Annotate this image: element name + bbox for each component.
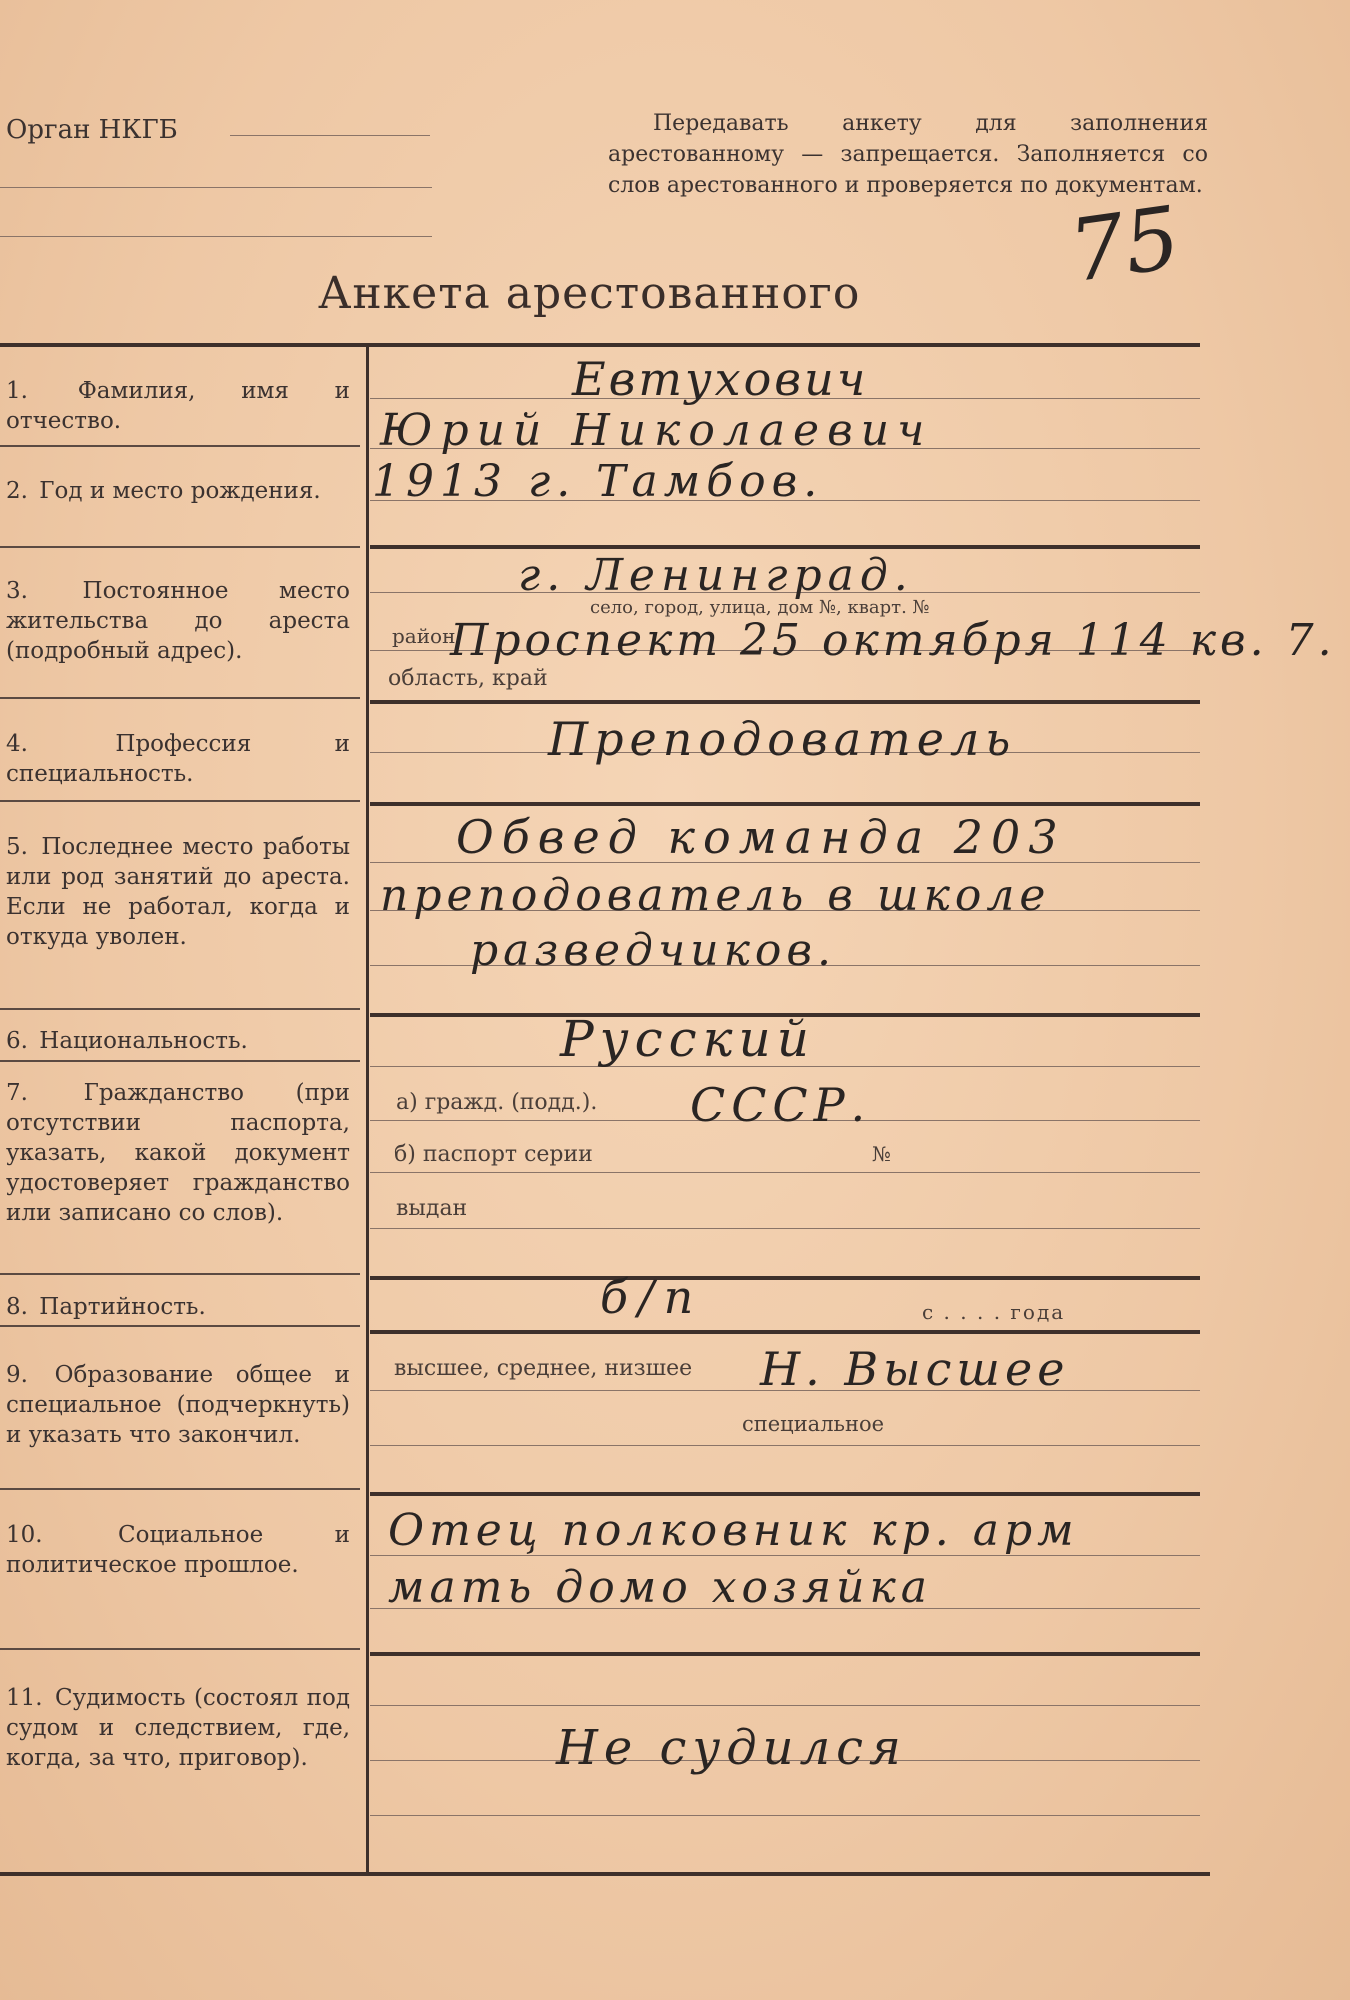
answer-work-line-2: преподователь в школе [380,870,1051,921]
answer-birth: 1913 г. Тамбов. [372,456,824,507]
row-divider [0,1008,360,1010]
row-divider [0,1060,360,1062]
form-title: Анкета арестованного [318,268,861,319]
row-divider [0,697,360,699]
answer-line [370,1815,1200,1816]
answer-line [370,1228,1200,1229]
table-top-border [0,343,1200,347]
row-6-label [6,1026,350,1056]
organ-field-line [230,135,430,136]
row-number: 7. [6,1080,28,1106]
row-label-text: Профессия и специальность. [6,731,350,787]
row-8-label [6,1292,350,1322]
answer-line [370,1172,1200,1173]
hint-passport-number: № [872,1142,891,1166]
row-divider-right [370,1276,1200,1280]
hint-address: село, город, улица, дом №, кварт. № [590,597,930,618]
row-divider-right [370,545,1200,549]
header-notice: Передавать анкету для заполнения арестованному — запрещается. Заполняется со слов арестованного и проверяется по документам. [608,111,1208,198]
row-11-label [6,1683,350,1773]
row-label-text: Фамилия, имя и отчество. [6,378,350,434]
answer-citizenship: СССР. [690,1078,872,1132]
answer-street: Проспект 25 октября 114 кв. 7. [450,615,1336,666]
answer-party: б/п [600,1270,704,1324]
row-label-text: Национальность. [39,1028,248,1054]
answer-work-line-1: Обвед команда 203 [456,810,1066,864]
row-number: 3. [6,578,28,604]
hint-citizenship: а) гражд. (подд.). [396,1090,598,1115]
answer-criminal-record: Не судился [556,1720,907,1776]
answer-surname: Евтухович [572,352,869,406]
organ-field-line-3 [0,236,432,237]
hint-education-levels: высшее, среднее, низшее [394,1356,693,1381]
answer-name-patronymic: Юрий Николаевич [380,405,933,456]
table-bottom-border [0,1872,1210,1876]
row-number: 5. [6,834,28,860]
answer-social-line-1: Отец полковник кр. арм [388,1505,1079,1556]
row-number: 10. [6,1522,43,1548]
row-number: 1. [6,378,28,404]
row-number: 11. [6,1685,43,1711]
row-number: 2. [6,478,28,504]
organ-label: Орган НКГБ [6,115,178,145]
hint-passport-series: б) паспорт серии [394,1142,593,1167]
row-divider-right [370,1492,1200,1496]
row-divider [0,1488,360,1490]
answer-nationality: Русский [560,1010,815,1068]
row-divider-right [370,700,1200,704]
answer-city: г. Ленинград. [518,550,914,601]
row-10-label [6,1520,350,1580]
row-label-text: Образование общее и специальное (подчеркнуть) и указать что закончил. [6,1362,350,1448]
organ-field-line-2 [0,187,432,188]
answer-social-line-2: мать домо хозяйка [388,1562,932,1613]
page-number: 75 [1063,187,1186,303]
hint-party-year: с . . . . года [922,1300,1066,1324]
row-divider [0,800,360,802]
row-divider [0,1648,360,1650]
row-1-label [6,376,350,436]
answer-work-line-3: разведчиков. [470,925,837,976]
row-divider [0,445,360,447]
row-number: 8. [6,1294,28,1320]
row-9-label [6,1360,350,1450]
hint-rayon: район [392,624,456,648]
row-5-label [6,832,350,952]
row-3-label [6,576,350,666]
row-label-text: Последнее место работы или род занятий до ареста. Если не работал, когда и откуда уволен. [6,834,350,950]
answer-line [370,1445,1200,1446]
row-divider-right [370,1330,1200,1334]
row-label-text: Год и место рождения. [39,478,321,504]
row-label-text: Партийность. [39,1294,206,1320]
column-divider [366,343,369,1873]
row-label-text: Гражданство (при отсутствии паспорта, указать, какой документ удостоверяет гражданство или записано со слов). [6,1080,351,1226]
row-number: 9. [6,1362,28,1388]
row-label-text: Постоянное место жительства до ареста (подробный адрес). [6,578,351,664]
row-4-label [6,729,350,789]
row-7-label [6,1078,350,1228]
row-divider-right [370,1652,1200,1656]
hint-special-education: специальное [742,1412,885,1436]
row-divider [0,1325,360,1327]
answer-line [370,1705,1200,1706]
row-label-text: Социальное и политическое прошлое. [6,1522,351,1578]
answer-education: Н. Высшее [760,1342,1070,1396]
row-number: 6. [6,1028,28,1054]
row-label-text: Судимость (состоял под судом и следствием, где, когда, за что, приговор). [6,1685,350,1771]
row-divider [0,546,360,548]
row-divider-right [370,802,1200,806]
hint-oblast: область, край [388,666,548,691]
row-number: 4. [6,731,28,757]
hint-issued: выдан [396,1196,468,1221]
row-2-label [6,476,350,506]
row-divider [0,1273,360,1275]
answer-profession: Преподователь [548,712,1017,766]
